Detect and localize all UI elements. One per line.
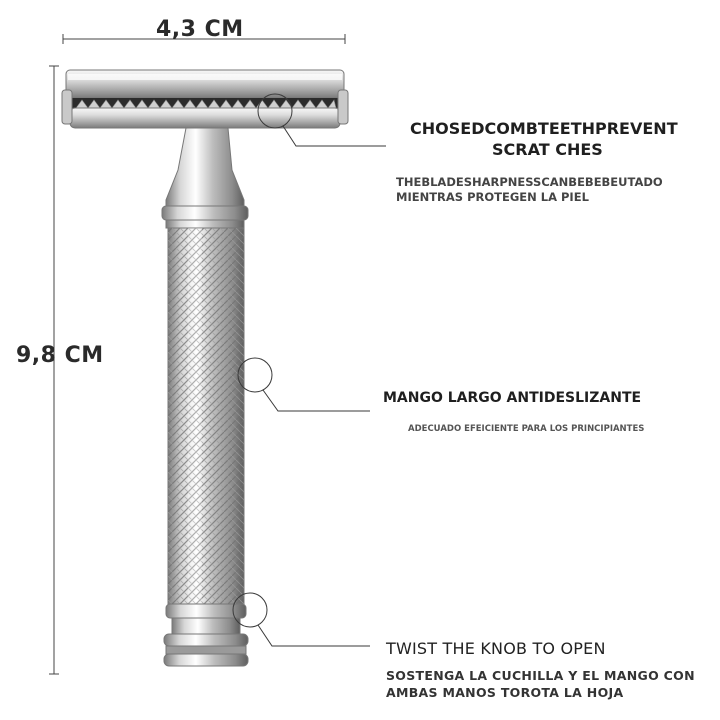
callout-comb-desc-line2: MIENTRAS PROTEGEN LA PIEL xyxy=(396,190,589,204)
razor-neck xyxy=(162,128,248,228)
callout-handle-title: MANGO LARGO ANTIDESLIZANTE xyxy=(383,390,642,406)
callout-comb xyxy=(410,118,678,160)
callout-comb-title-line1: CHOSEDCOMBTEETHPREVENT xyxy=(410,119,678,138)
callout-knob-title: TWIST THE KNOB TO OPEN xyxy=(386,639,606,658)
callout-comb-desc-line1: THEBLADESHARPNESSCANBEBEBEUTADO xyxy=(396,175,663,189)
width-label: 4,3 CM xyxy=(156,17,244,42)
callout-leader-handle xyxy=(238,358,370,411)
callout-knob-desc-line2: AMBAS MANOS TOROTA LA HOJA xyxy=(386,685,624,700)
callout-knob-desc xyxy=(386,667,695,701)
razor-head xyxy=(62,70,348,128)
height-label: 9,8 CM xyxy=(16,343,104,368)
callout-leader-knob xyxy=(233,593,370,646)
callout-knob-desc-line1: SOSTENGA LA CUCHILLA Y EL MANGO CON xyxy=(386,668,695,683)
callout-comb-desc xyxy=(396,175,663,205)
razor-knob xyxy=(164,604,248,666)
callout-handle-desc: ADECUADO EFEICIENTE PARA LOS PRINCIPIANTES xyxy=(408,424,645,434)
callout-comb-title-line2: SCRAT CHES xyxy=(492,140,603,159)
razor-handle xyxy=(168,228,244,606)
height-dimension-line xyxy=(49,66,59,674)
